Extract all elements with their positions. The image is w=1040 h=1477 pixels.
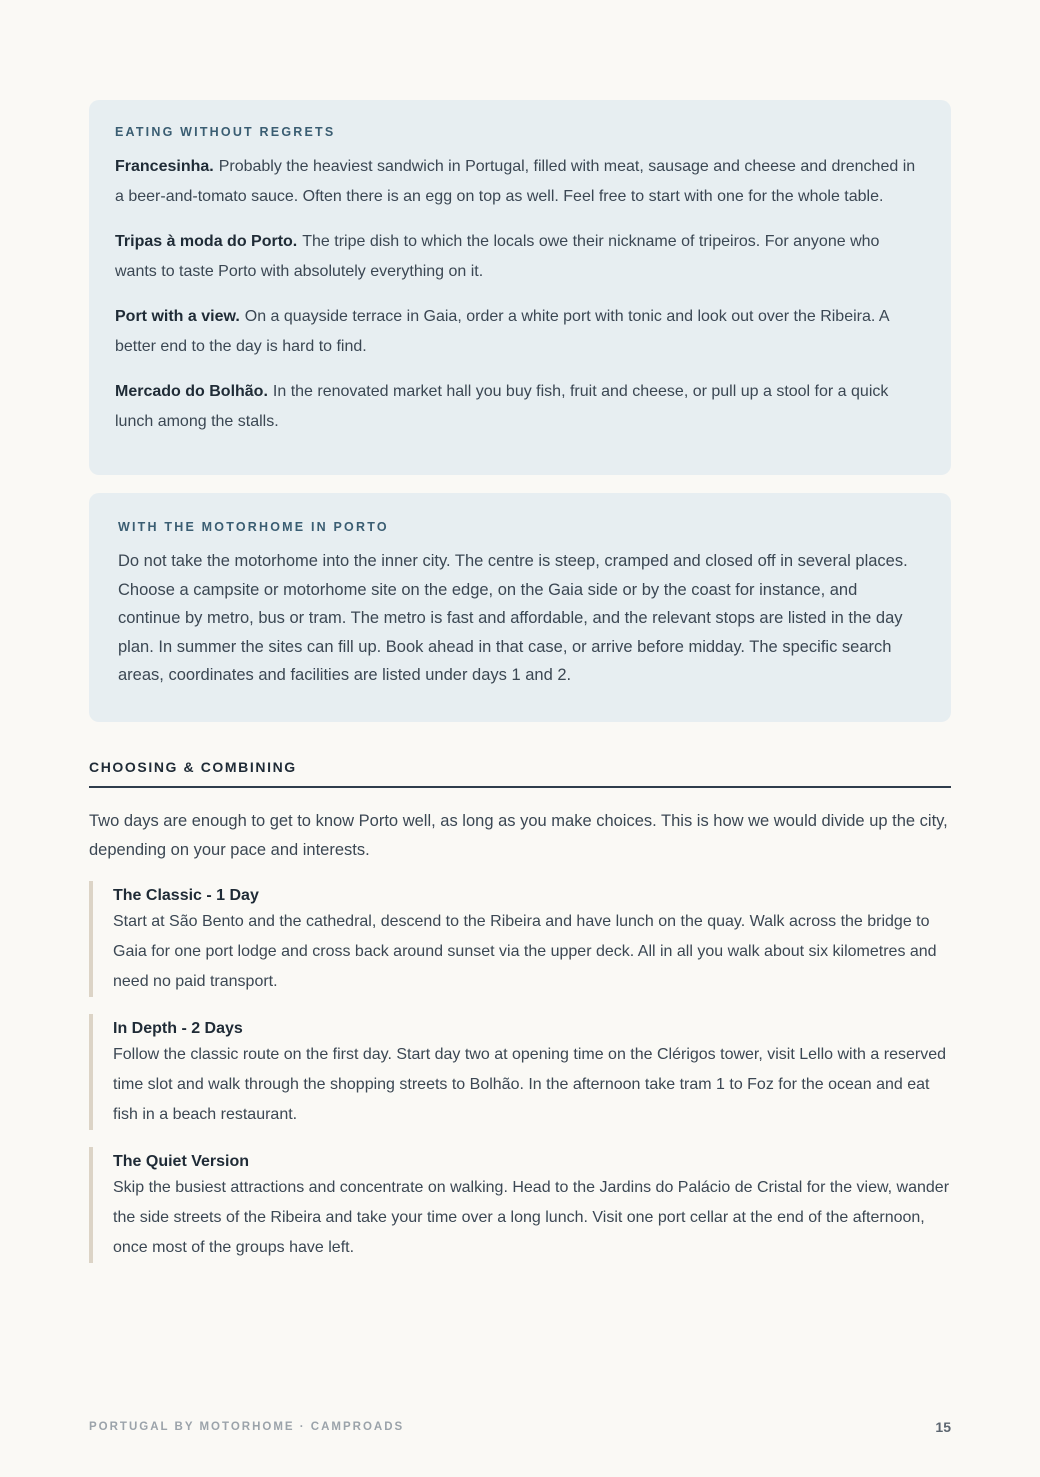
intro-paragraph: Two days are enough to get to know Porto well, as long as you make choices. This is how we would divide up the city, depending on your pace and interests. [89,812,948,859]
motorhome-box [89,493,951,722]
section-heading: CHOOSING & COMBINING [89,759,951,788]
food-item [115,227,925,287]
option-classic [89,881,951,997]
food-name: Mercado do Bolhão. [115,383,268,400]
eating-box [89,100,951,475]
option-text: Follow the classic route on the first day. Start day two at opening time on the Clérigos tower, visit Lello with a reserved time slot and walk through the shopping streets to Bolhão. In the afternoon take tram 1 to Foz for the ocean and eat fish in a beach restaurant. [113,1046,946,1124]
food-name: Port with a view. [115,308,240,325]
option-in-depth [89,1014,951,1130]
food-item [115,152,925,212]
page-number: 15 [935,1419,951,1435]
footer-publication: PORTUGAL BY MOTORHOME · CAMPROADS [89,1421,405,1433]
eating-title: EATING WITHOUT REGRETS [115,125,336,139]
motorhome-title: WITH THE MOTORHOME IN PORTO [118,520,389,534]
food-text: The tripe dish to which the locals owe their nickname of tripeiros. For anyone who wants to taste Porto with absolutely everything on it. [115,233,880,280]
option-text: Start at São Bento and the cathedral, descend to the Ribeira and have lunch on the quay. Walk across the bridge to Gaia for one port lodge and cross back around sunset via the upper deck. All in all you walk about six kilometres and need no paid transport. [113,913,937,991]
food-name: Tripas à moda do Porto. [115,233,298,250]
food-text: On a quayside terrace in Gaia, order a white port with tonic and look out over the Ribeira. A better end to the day is hard to find. [115,308,889,355]
option-title: In Depth - 2 Days [113,1020,243,1038]
food-text: Probably the heaviest sandwich in Portugal, filled with meat, sausage and cheese and drenched in a beer-and-tomato sauce. Often there is an egg on top as well. Feel free to start with one for the whole table. [115,158,916,205]
motorhome-text: Do not take the motorhome into the inner city. The centre is steep, cramped and closed off in several places. Choose a campsite or motorhome site on the edge, on the Gaia side or by the coast for instance, and continue by metro, bus or tram. The metro is fast and affordable, and the relevant stops are listed in the day plan. In summer the sites can fill up. Book ahead in that case, or arrive before midday. The specific search areas, coordinates and facilities are listed under days 1 and 2. [118,552,908,685]
option-title: The Classic - 1 Day [113,887,259,905]
page-content [89,100,951,1263]
option-quiet [89,1147,951,1263]
food-name: Francesinha. [115,158,214,175]
option-text: Skip the busiest attractions and concentrate on walking. Head to the Jardins do Palácio de Cristal for the view, wander the side streets of the Ribeira and take your time over a long lunch. Visit one port cellar at the end of the afternoon, once most of the groups have left. [113,1179,950,1257]
food-item [115,377,925,437]
food-text: In the renovated market hall you buy fish, fruit and cheese, or pull up a stool for a quick lunch among the stalls. [115,383,889,430]
food-item [115,302,925,362]
option-title: The Quiet Version [113,1153,250,1171]
